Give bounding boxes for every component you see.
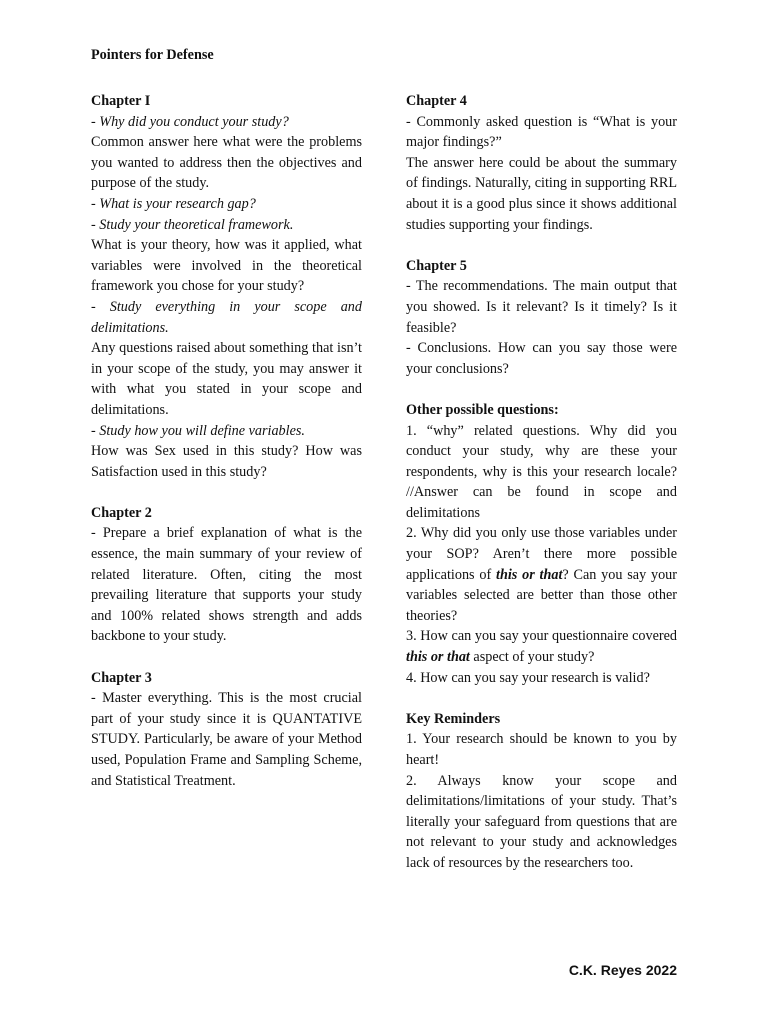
author-footer: C.K. Reyes 2022 bbox=[568, 962, 677, 978]
chapter-3-heading: Chapter 3 bbox=[91, 669, 152, 686]
chapter-1-question-2: - What is your research gap? bbox=[91, 195, 256, 212]
other-question-2 bbox=[406, 523, 677, 626]
other-questions-section bbox=[406, 400, 677, 688]
chapter-1-question-3: - Study your theoretical framework. bbox=[91, 216, 294, 233]
other-question-2-emphasis: this or that bbox=[496, 566, 563, 583]
chapter-1-heading: Chapter I bbox=[91, 93, 151, 109]
chapter-4-section bbox=[406, 91, 677, 235]
other-question-2-post: ? Can you say your variables selected are better than those other theories? bbox=[406, 566, 677, 624]
chapter-4-answer: The answer here could be about the summary of findings. Naturally, citing in supporting RRL about it is a good plus since it shows additional studies supporting your findings. bbox=[406, 154, 677, 233]
chapter-2-heading: Chapter 2 bbox=[91, 504, 152, 521]
other-question-3-post: aspect of your study? bbox=[469, 649, 595, 666]
key-reminder-1: 1. Your research should be known to you by heart! bbox=[406, 731, 677, 768]
chapter-2-text: - Prepare a brief explanation of what is the essence, the main summary of your review of related literature. Often, citing the most prevailing literature that supports your study and 100% related shows strength and adds backbone to your study. bbox=[91, 525, 362, 645]
chapter-4-question: - Commonly asked question is “What is your major findings?” bbox=[406, 113, 677, 151]
key-reminders-heading: Key Reminders bbox=[406, 710, 501, 727]
chapter-1-question-5: - Study how you will define variables. bbox=[91, 422, 305, 439]
chapter-5-heading: Chapter 5 bbox=[406, 257, 467, 274]
other-question-3-pre: 3. How can you say your questionnaire covered bbox=[406, 628, 677, 645]
key-reminder-2: 2. Always know your scope and delimitations/limitations of your study. That’s literally your safeguard from questions that are not relevant to your study and acknowledges lack of resources by the researchers too. bbox=[406, 772, 677, 871]
chapter-3-section bbox=[91, 668, 362, 792]
chapter-1-answer-3: What is your theory, how was it applied, what variables were involved in the theoretical framework you chose for your study? bbox=[91, 237, 362, 295]
other-question-3 bbox=[406, 626, 677, 667]
chapter-1-answer-4: Any questions raised about something that isn’t in your scope of the study, you may answer it with what you stated in your scope and delimitations. bbox=[91, 340, 362, 418]
key-reminders-section bbox=[406, 709, 677, 874]
chapter-1-question-4: - Study everything in your scope and delimitations. bbox=[91, 298, 362, 336]
chapter-2-section bbox=[91, 503, 362, 647]
left-column bbox=[91, 91, 362, 812]
chapter-5-recommendations: - The recommendations. The main output that you showed. Is it relevant? Is it timely? Is it feasible? bbox=[406, 278, 677, 336]
other-questions-heading: Other possible questions: bbox=[406, 401, 559, 418]
document-title: Pointers for Defense bbox=[91, 47, 214, 63]
chapter-3-text: - Master everything. This is the most crucial part of your study since it is QUANTATIVE STUDY. Particularly, be aware of your Method used, Population Frame and Sampling Scheme, and Statistical Treatment. bbox=[91, 690, 362, 789]
chapter-5-section bbox=[406, 256, 677, 380]
chapter-1-answer-1: Common answer here what were the problems you wanted to address then the objectives and purpose of the study. bbox=[91, 134, 362, 192]
other-question-1: 1. “why” related questions. Why did you conduct your study, why are these your respondents, why is this your research locale? //Answer can be found in scope and delimitations bbox=[406, 422, 677, 521]
chapter-1-answer-5: How was Sex used in this study? How was Satisfaction used in this study? bbox=[91, 443, 362, 480]
chapter-5-conclusions: - Conclusions. How can you say those were your conclusions? bbox=[406, 340, 677, 377]
other-question-2-pre: 2. Why did you only use those variables under your SOP? Aren’t there more possible applications of bbox=[406, 525, 677, 583]
chapter-1-section bbox=[91, 91, 362, 482]
other-question-4: 4. How can you say your research is valid? bbox=[406, 669, 650, 686]
other-question-3-emphasis: this or that bbox=[406, 649, 470, 666]
chapter-1-question-1: - Why did you conduct your study? bbox=[91, 113, 289, 130]
chapter-4-heading: Chapter 4 bbox=[406, 93, 467, 109]
right-column bbox=[406, 91, 677, 894]
